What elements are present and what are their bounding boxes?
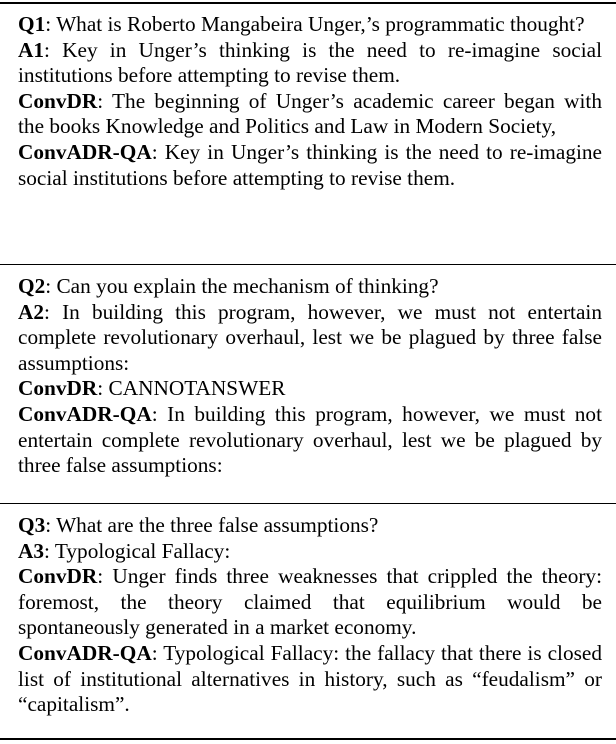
convadr-qa-entry [18,402,602,479]
convadr-qa-text: : In building this program, however, we must not entertain complete revolutionary overhaul, lest we be plagued by three false assumptions: [18,401,602,478]
convdr-label: ConvDR [18,376,98,401]
separator-rule [0,503,616,504]
convdr-text: : The beginning of Unger’s academic career began with the books Knowledge and Politics and Law in Modern Society, [18,88,602,139]
question-entry [18,12,602,38]
convadr-qa-text: : Typological Fallacy: the fallacy that there is closed list of institutional alternatives in history, such as “feudalism” or “capitalism”. [18,640,602,717]
convadr-qa-label: ConvADR-QA [18,139,152,164]
bottom-rule [0,738,616,740]
convdr-label: ConvDR [18,88,98,113]
convadr-qa-text: : Key in Unger’s thinking is the need to re-imagine social institutions before attempting to revise them. [18,139,602,190]
question-text: : Can you explain the mechanism of thinking? [45,274,439,298]
qa-block-2 [18,274,602,479]
answer-entry [18,300,602,377]
convadr-qa-label: ConvADR-QA [18,401,152,426]
convadr-qa-entry [18,140,602,191]
answer-entry [18,539,602,565]
question-label: Q1 [18,12,46,36]
answer-text: : In building this program, however, we must not entertain complete revolutionary overhaul, lest we be plagued by three false assumptions: [18,299,602,375]
question-entry [18,513,602,539]
question-label: Q2 [18,274,46,298]
convdr-entry [18,89,602,140]
answer-entry [18,38,602,89]
convadr-qa-label: ConvADR-QA [18,640,152,665]
convdr-text: : CANNOTANSWER [97,376,286,401]
top-rule [0,2,616,4]
qa-block-1 [18,12,602,191]
question-label: Q3 [18,513,46,537]
answer-label: A3 [18,538,45,563]
qa-block-3 [18,513,602,718]
convdr-label: ConvDR [18,564,98,589]
answer-text: : Key in Unger’s thinking is the need to re-imagine social institutions before attempting to revise them. [18,37,602,88]
question-entry [18,274,602,300]
answer-text: : Typological Fallacy: [44,538,231,563]
question-text: : What are the three false assumptions? [45,513,379,537]
question-text: : What is Roberto Mangabeira Unger,’s programmatic thought? [45,12,585,36]
answer-label: A2 [18,299,45,324]
convdr-entry [18,564,602,641]
answer-label: A1 [18,37,45,62]
convadr-qa-entry [18,641,602,718]
convdr-text: : Unger finds three weaknesses that crippled the theory: foremost, the theory claimed that equilibrium would be spontaneously generated in a market economy. [18,564,602,640]
convdr-entry [18,376,602,402]
separator-rule [0,264,616,265]
